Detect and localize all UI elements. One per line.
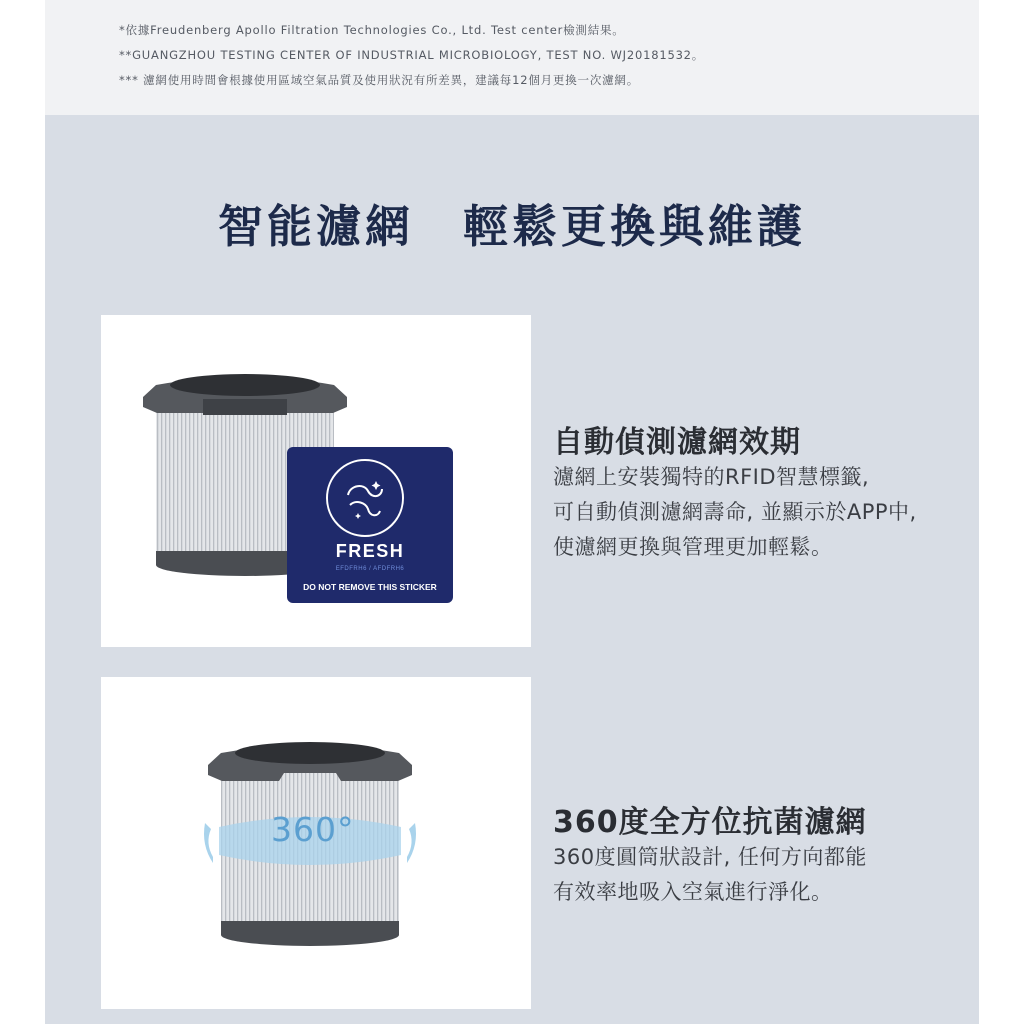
feature-line: 有效率地吸入空氣進行淨化。 (553, 880, 833, 904)
filter-rfid-image (101, 315, 531, 647)
footnotes-section (45, 0, 979, 115)
feature-line: 360度圓筒狀設計, 任何方向都能 (553, 845, 867, 869)
filter-feature-section (45, 115, 979, 1024)
sticker-model-code: EFDFRH6 / AFDFRH6 (335, 566, 405, 572)
rfid-sticker (287, 447, 453, 603)
360-badge: 360° (271, 810, 355, 849)
fresh-logo-icon (326, 459, 404, 537)
footnote-1: *依據Freudenberg Apollo Filtration Technologies Co., Ltd. Test center檢測結果。 (119, 23, 625, 37)
feature-line: 使濾網更換與管理更加輕鬆。 (553, 535, 833, 559)
feature-line: 濾網上安裝獨特的RFID智慧標籤, (553, 465, 870, 489)
sticker-brand: FRESH (335, 541, 405, 561)
footnote-2: **GUANGZHOU TESTING CENTER OF INDUSTRIAL MICROBIOLOGY, TEST NO. WJ20181532。 (119, 48, 705, 62)
feature-body-360 (553, 840, 867, 910)
section-headline: 智能濾網 輕鬆更換與維護 (217, 200, 806, 253)
filter-360-image (101, 677, 531, 1009)
sticker-warning: DO NOT REMOVE THIS STICKER (303, 582, 437, 592)
feature-title-360: 360度全方位抗菌濾網 (553, 805, 867, 840)
feature-body-rfid (553, 460, 917, 565)
footnote-3: *** 濾網使用時間會根據使用區域空氣品質及使用狀況有所差異，建議每12個月更換一次濾網。 (119, 73, 640, 87)
feature-title-rfid: 自動偵測濾網效期 (553, 425, 801, 460)
feature-line: 可自動偵測濾網壽命, 並顯示於APP中, (553, 500, 917, 524)
